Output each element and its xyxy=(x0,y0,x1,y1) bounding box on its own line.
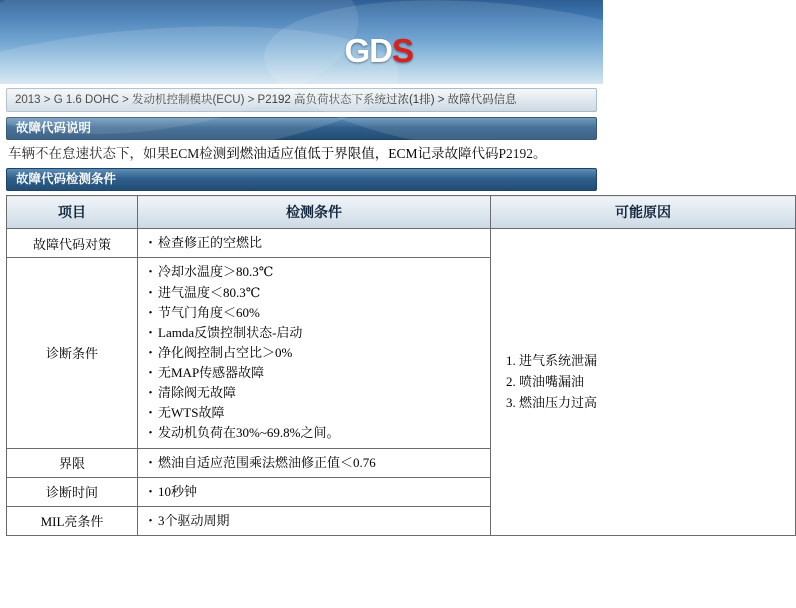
row-label-diagnosis-condition: 诊断条件 xyxy=(7,258,138,448)
condition-item: ・ 无WTS故障 xyxy=(146,403,484,423)
gds-logo-accent: S xyxy=(391,32,413,69)
condition-item: ・ 无MAP传感器故障 xyxy=(146,363,484,383)
condition-item: ・ 发动机负荷在30%~69.8%之间。 xyxy=(146,423,484,443)
possible-cause-cell xyxy=(491,229,796,536)
breadcrumb[interactable]: 2013 > G 1.6 DOHC > 发动机控制模块(ECU) > P2192 高负荷状态下系统过浓(1排) > 故障代码信息 xyxy=(6,88,597,112)
condition-item: ・ 清除阀无故障 xyxy=(146,383,484,403)
row-conditions-threshold xyxy=(138,448,491,477)
section-title-dtc-description: 故障代码说明 xyxy=(6,117,597,140)
column-header-condition: 检测条件 xyxy=(138,196,491,229)
condition-item: ・ Lamda反馈控制状态-启动 xyxy=(146,323,484,343)
row-conditions-diagnosis xyxy=(138,258,491,448)
column-header-cause: 可能原因 xyxy=(491,196,796,229)
condition-list xyxy=(144,262,484,443)
condition-item: ・ 进气温度＜80.3℃ xyxy=(146,283,484,303)
table-body xyxy=(7,229,796,536)
condition-item: ・ 3个驱动周期 xyxy=(146,511,484,531)
gds-logo-text: GD xyxy=(344,32,392,69)
cause-item: 2. 喷油嘴漏油 xyxy=(519,372,789,393)
condition-item: ・ 净化阀控制占空比＞0% xyxy=(146,343,484,363)
row-label-diagnosis-time: 诊断时间 xyxy=(7,477,138,506)
row-conditions-countermeasure xyxy=(138,229,491,258)
dtc-description-text: 车辆不在怠速状态下，如果ECM检测到燃油适应值低于界限值，ECM记录故障代码P2192。 xyxy=(8,146,547,161)
row-label-countermeasure: 故障代码对策 xyxy=(7,229,138,258)
row-label-threshold: 界限 xyxy=(7,448,138,477)
page-header-banner xyxy=(0,0,603,84)
cause-item: 3. 燃油压力过高 xyxy=(519,393,789,414)
gds-logo xyxy=(344,34,413,67)
condition-list xyxy=(144,233,484,253)
condition-item: ・ 节气门角度＜60% xyxy=(146,303,484,323)
cause-item: 1. 进气系统泄漏 xyxy=(519,351,789,372)
table-header-row xyxy=(7,196,796,229)
table-row xyxy=(7,229,796,258)
dtc-conditions-table-wrapper xyxy=(6,195,671,536)
condition-item: ・ 检查修正的空燃比 xyxy=(146,233,484,253)
condition-list xyxy=(144,511,484,531)
condition-item: ・ 10秒钟 xyxy=(146,482,484,502)
condition-list xyxy=(144,453,484,473)
table-head xyxy=(7,196,796,229)
condition-item: ・ 燃油自适应范围乘法燃油修正值＜0.76 xyxy=(146,453,484,473)
condition-item: ・ 冷却水温度＞80.3℃ xyxy=(146,262,484,282)
dtc-conditions-table xyxy=(6,195,796,536)
row-conditions-diagnosis-time xyxy=(138,477,491,506)
row-label-mil-on-condition: MIL亮条件 xyxy=(7,506,138,535)
condition-list xyxy=(144,482,484,502)
column-header-item: 项目 xyxy=(7,196,138,229)
section-title-dtc-detecting-condition: 故障代码检测条件 xyxy=(6,168,597,191)
row-conditions-mil xyxy=(138,506,491,535)
possible-cause-list xyxy=(497,351,789,413)
